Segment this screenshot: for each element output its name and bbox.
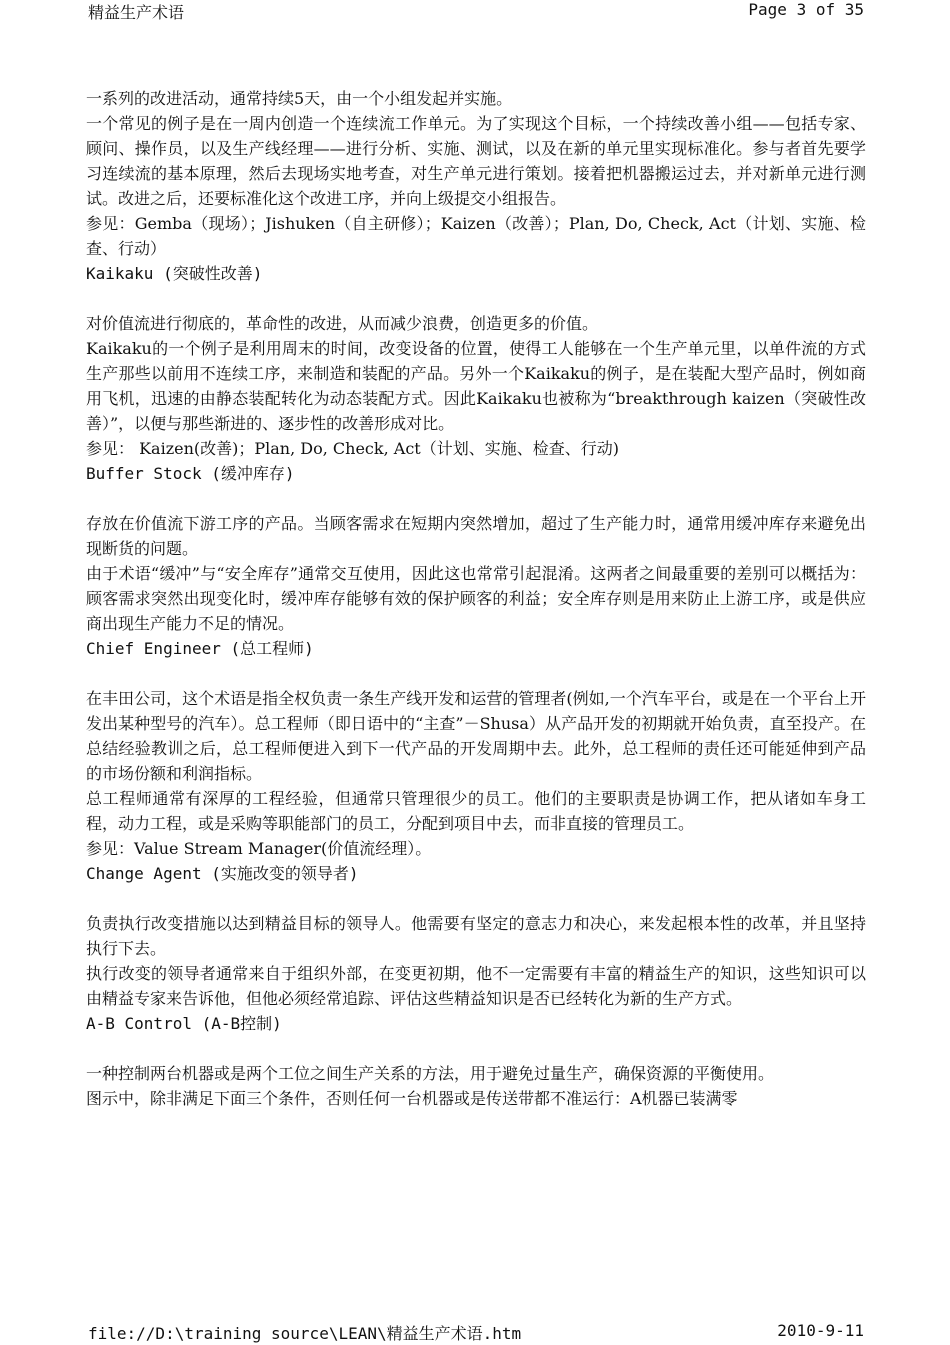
body-paragraph: 一种控制两台机器或是两个工位之间生产关系的方法，用于避免过量生产，确保资源的平衡使用。 [86, 1064, 775, 1083]
term-section [86, 261, 866, 461]
body-paragraph: 存放在价值流下游工序的产品。当顾客需求在短期内突然增加，超过了生产能力时，通常用缓冲库存来避免出现断货的问题。 [86, 514, 866, 558]
term-heading: Chief Engineer (总工程师) [86, 639, 314, 658]
page-header [88, 0, 864, 23]
body-paragraph: 执行改变的领导者通常来自于组织外部，在变更初期，他不一定需要有丰富的精益生产的知识，这些知识可以由精益专家来告诉他，但他必须经常追踪、评估这些精益知识是否已经转化为新的生产方式。 [86, 964, 866, 1008]
file-path: file://D:\training source\LEAN\精益生产术语.htm [88, 1324, 522, 1343]
term-heading: Kaikaku (突破性改善) [86, 264, 263, 283]
term-heading: A-B Control (A-B控制) [86, 1014, 282, 1033]
body-paragraph: 由于术语“缓冲”与“安全库存”通常交互使用，因此这也常常引起混淆。这两者之间最重要的差别可以概括为：顾客需求突然出现变化时，缓冲库存能够有效的保护顾客的利益；安全库存则是用来防止上游工序，或是供应商出现生产能力不足的情况。 [86, 564, 866, 633]
body-paragraph: Kaikaku的一个例子是利用周末的时间，改变设备的位置，使得工人能够在一个生产单元里，以单件流的方式生产那些以前用不连续工序，来制造和装配的产品。另外一个Kaikaku的例子，是在装配大型产品时，例如商用飞机，迅速的由静态装配转化为动态装配方式。因此Kaikaku也被称为“breakthrough kaizen（突破性改善）”，以便与那些渐进的、逐步性的改善形成对比。 [86, 339, 866, 433]
body-paragraph: 参见： Kaizen(改善)；Plan, Do, Check, Act（计划、实施、检查、行动) [86, 439, 619, 458]
term-heading: Buffer Stock (缓冲库存) [86, 464, 295, 483]
body-paragraph: 参见：Gemba（现场）；Jishuken（自主研修）；Kaizen（改善）；Plan, Do, Check, Act（计划、实施、检查、行动） [86, 214, 866, 258]
body-paragraph: 在丰田公司，这个术语是指全权负责一条生产线开发和运营的管理者(例如,一个汽车平台，或是在一个平台上开发出某种型号的汽车）。总工程师（即日语中的“主查”－Shusa）从产品开发的初期就开始负责，直至投产。在总结经验教训之后，总工程师便进入到下一代产品的开发周期中去。此外，总工程师的责任还可能延伸到产品的市场份额和利润指标。 [86, 689, 866, 783]
body-paragraph: 图示中，除非满足下面三个条件，否则任何一台机器或是传送带都不准运行：A机器已装满零 [86, 1089, 738, 1108]
body-paragraph: 参见：Value Stream Manager(价值流经理）。 [86, 839, 432, 858]
document-title: 精益生产术语 [88, 3, 185, 22]
body-paragraph: 负责执行改变措施以达到精益目标的领导人。他需要有坚定的意志力和决心，来发起根本性的改革，并且坚持执行下去。 [86, 914, 866, 958]
term-section [86, 636, 866, 861]
page-number: Page 3 of 35 [748, 0, 864, 19]
term-section [86, 461, 866, 636]
body-paragraph: 一个常见的例子是在一周内创造一个连续流工作单元。为了实现这个目标，一个持续改善小组——包括专家、顾问、操作员，以及生产线经理——进行分析、实施、测试，以及在新的单元里实现标准化。参与者首先要学习连续流的基本原理，然后去现场实地考查，对生产单元进行策划。接着把机器搬运过去，并对新单元进行测试。改进之后，还要标准化这个改进工序，并向上级提交小组报告。 [86, 114, 866, 208]
term-section [86, 861, 866, 1011]
body-paragraph: 总工程师通常有深厚的工程经验，但通常只管理很少的员工。他们的主要职责是协调工作，把从诸如车身工程，动力工程，或是采购等职能部门的员工，分配到项目中去，而非直接的管理员工。 [86, 789, 866, 833]
body-paragraph: 对价值流进行彻底的，革命性的改进，从而减少浪费，创造更多的价值。 [86, 314, 599, 333]
print-date: 2010-9-11 [777, 1321, 864, 1340]
document-body [86, 86, 866, 1111]
term-section [86, 1011, 866, 1111]
page-footer [88, 1321, 864, 1344]
term-heading: Change Agent (实施改变的领导者) [86, 864, 359, 883]
body-paragraph: 一系列的改进活动，通常持续5天，由一个小组发起并实施。 [86, 89, 513, 108]
term-section [86, 86, 866, 261]
